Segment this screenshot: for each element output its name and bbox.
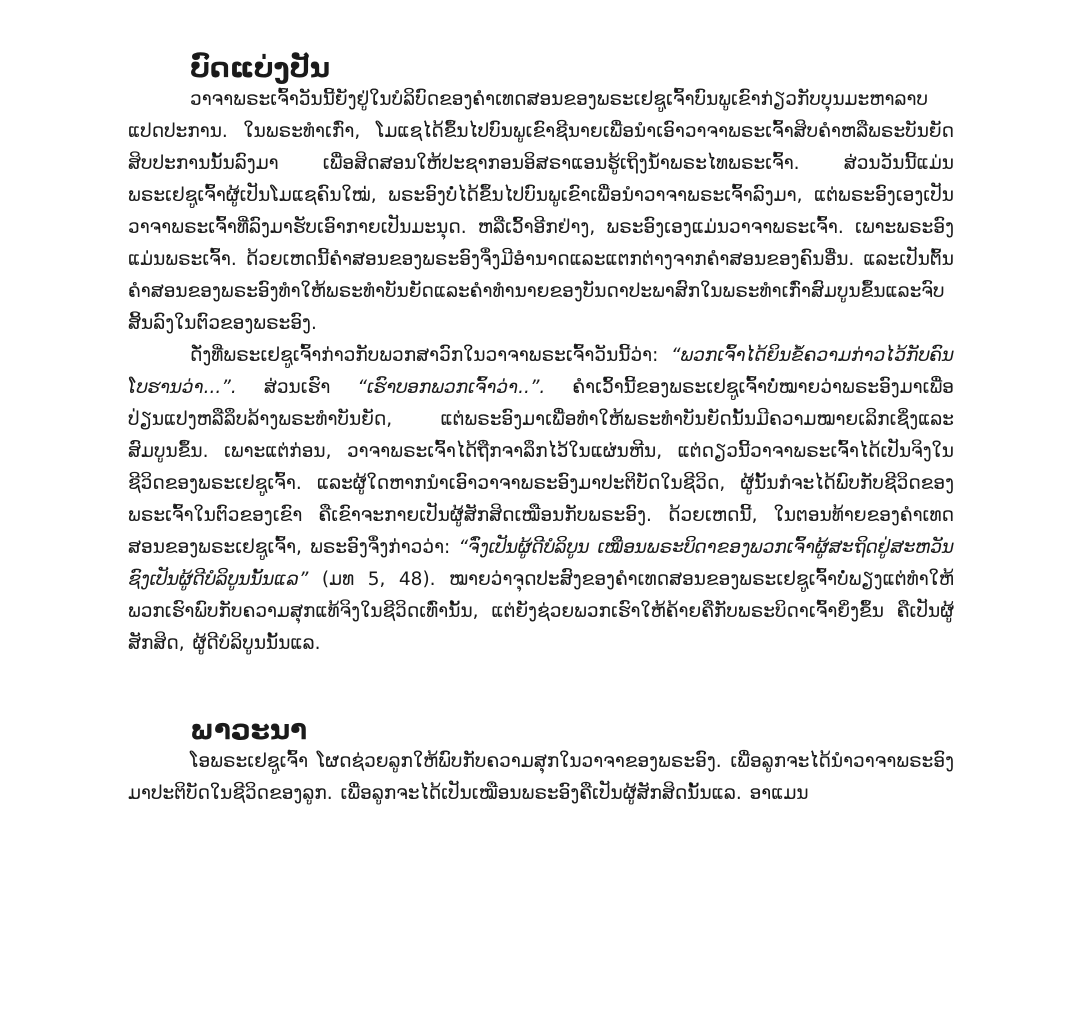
paragraph-text: ສ່ວນເຮົາ xyxy=(236,377,358,398)
reflection-paragraph-1: ວາຈາພຣະເຈົ້າວັນນີ້ຍັງຢູ່ໃນບໍລິບົດຂອງຄໍາເທດສອນຂອງພຣະເຢຊູເຈົ້າບົນພູເຂົາກ່ຽວກັບບຸນມະຫາລາບແປດປະການ. ໃນພຣະທໍາເກົ່າ, ໂມແຊໄດ້ຂຶ້ນໄປບົນພູເຂົາຊີນາຍເພື່ອນໍາເອົາວາຈາພຣະເຈົ້າສິບຄໍາຫລືພຣະບັນຍັດສິບປະການນັ້ນລົງມາ ເພື່ອສິດສອນໃຫ້ປະຊາກອນອິສຣາແອນຮູ້ເຖິງນໍ້າພຣະໄທພຣະເຈົ້າ. ສ່ວນວັນນີ້ແມ່ນພຣະເຢຊູເຈົ້າຜູ້ເປັນໂມແຊຄົນໃໝ່, ພຣະອົງບໍ່ໄດ້ຂຶ້ນໄປບົນພູເຂົາເພື່ອນໍາວາຈາພຣະເຈົ້າລົງມາ, ແຕ່ພຣະອົງເອງເປັນວາຈາພຣະເຈົ້າທີ່ລົງມາຮັບເອົາກາຍເປັນມະນຸດ. ຫລືເວົ້າອີກຢ່າງ, ພຣະອົງເອງແມ່ນວາຈາພຣະເຈົ້າ. ເພາະພຣະອົງແມ່ນພຣະເຈົ້າ. ດ້ວຍເຫດນີ້ຄໍາສອນຂອງພຣະອົງຈຶ່ງມີອໍານາດແລະແຕກຕ່າງຈາກຄໍາສອນຂອງຄົນອື່ນ. ແລະເປັນຕົ້ນຄໍາສອນຂອງພຣະອົງທໍາໃຫ້ພຣະທໍາບັນຍັດແລະຄໍາທໍານາຍຂອງບັນດາປະພາສົກໃນພຣະທໍາເກົ່າສົມບູນຂຶ້ນແລະຈົບສິ້ນລົງໃນຕົວຂອງພຣະອົງ. xyxy=(128,89,954,334)
scripture-quote: “ຈົ່ງເປັນຜູ້ດີບໍລິບູນ ເໝືອນພຣະບິດາຂອງພວກເຈົ້າຜູ້ສະຖິດຢູ່ສະຫວັນຊົງເປັນຜູ້ດີບໍລິບູນນັ້ນແລ” xyxy=(128,537,954,590)
scripture-quote: “ເຮົາບອກພວກເຈົ້າວ່າ..”. xyxy=(357,377,546,398)
section-heading-reflection: ບົດແບ່ງປັນ xyxy=(190,51,331,84)
prayer-paragraph: ໂອພຣະເຢຊູເຈົ້າ ໂຜດຊ່ວຍລູກໃຫ້ພົບກັບຄວາມສຸກໃນວາຈາຂອງພຣະອົງ. ເພື່ອລູກຈະໄດ້ນໍາວາຈາພຣະອົງມາປະຕິບັດໃນຊີວິດຂອງລູກ. ເພື່ອລູກຈະໄດ້ເປັນເໝືອນພຣະອົງຄືເປັນຜູ້ສັກສິດນັ້ນແລ. ອາແມນ xyxy=(128,751,954,804)
section-heading-prayer: ພາວະນາ xyxy=(190,713,308,746)
scripture-quote: “ພວກເຈົ້າໄດ້ຍິນຂໍ້ຄວາມກ່າວໄວ້ກັບຄົນໂບຮານວ່າ...”. xyxy=(128,345,954,398)
paragraph-text: (ມທ 5, 48). ໝາຍວ່າຈຸດປະສົງຂອງຄໍາເທດສອນຂອງພຣະເຢຊູເຈົ້າບໍ່ພຽງແຕ່ທໍາໃຫ້ພວກເຮົາພົບກັບຄວາມສຸກແທ້ຈິງໃນຊີວິດເທົ່ານັ້ນ, ແຕ່ຍັງຊ່ວຍພວກເຮົາໃຫ້ຄ້າຍຄືກັບພຣະບິດາເຈົ້າຍິ່ງຂຶ້ນ ຄືເປັນຜູ້ສັກສິດ, ຜູ້ດີບໍລິບູນນັ້ນແລ. xyxy=(128,569,954,654)
document-page xyxy=(128,52,954,810)
reflection-paragraph-2 xyxy=(128,340,954,660)
paragraph-text: ດັ່ງທີ່ພຣະເຢຊູເຈົ້າກ່າວກັບພວກສາວົກໃນວາຈາພຣະເຈົ້າວັນນີ້ວ່າ: xyxy=(190,345,671,366)
section-spacer xyxy=(128,660,954,714)
paragraph-text: ຄໍາເວົ້ານີ້ຂອງພຣະເຢຊູເຈົ້າບໍ່ໝາຍວ່າພຣະອົງມາເພື່ອປ່ຽນແປງຫລືລຶບລ້າງພຣະທໍາບັນຍັດ, ແຕ່ພຣະອົງມາເພື່ອທໍາໃຫ້ພຣະທໍາບັນຍັດນັ້ນມີຄວາມໝາຍເລິກເຊິ່ງແລະສົມບູນຂຶ້ນ. ເພາະແຕ່ກ່ອນ, ວາຈາພຣະເຈົ້າໄດ້ຖືກຈາລຶກໄວ້ໃນແຜ່ນຫີນ, ແຕ່ດຽວນີ້ວາຈາພຣະເຈົ້າໄດ້ເປັນຈິງໃນຊີວິດຂອງພຣະເຢຊູເຈົ້າ. ແລະຜູ້ໃດຫາກນໍາເອົາວາຈາພຣະອົງມາປະຕິບັດໃນຊີວິດ, ຜູ້ນັ້ນກໍຈະໄດ້ພົບກັບຊີວິດຂອງພຣະເຈົ້າໃນຕົວຂອງເຂົາ ຄືເຂົາຈະກາຍເປັນຜູ້ສັກສິດເໝືອນກັບພຣະອົງ. ດ້ວຍເຫດນີ້, ໃນຕອນທ້າຍຂອງຄໍາເທດສອນຂອງພຣະເຢຊູເຈົ້າ, ພຣະອົງຈຶ່ງກ່າວວ່າ: xyxy=(128,377,955,558)
